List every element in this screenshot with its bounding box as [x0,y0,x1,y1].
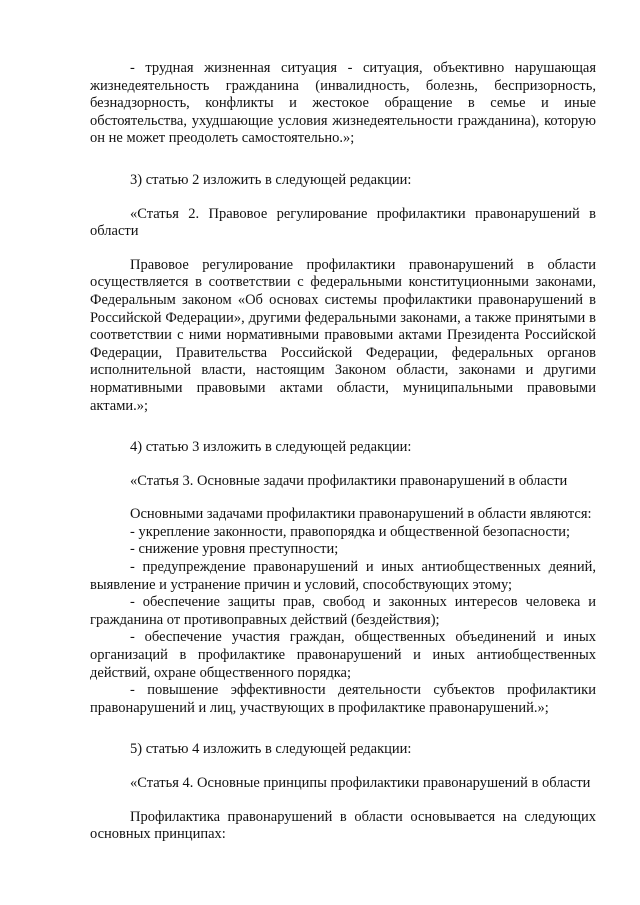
paragraph-article-3-heading: «Статья 3. Основные задачи профилактики правонарушений в области [130,472,568,489]
paragraph-amend-article-4: 5) статью 4 изложить в следующей редакции: [130,741,412,758]
paragraph-amend-article-3: 4) статью 3 изложить в следующей редакции: [130,439,412,456]
list-item-legality: - укрепление законности, правопорядка и общественной безопасности; [130,523,571,540]
paragraph-article-3-intro: Основными задачами профилактики правонарушений в области являются: [130,506,592,523]
list-item-efficiency: - повышение эффективности деятельности субъектов профилактики правонарушений и лиц, участвующих в профилактике правонарушений.»; [90,682,596,716]
paragraph-definition-hard-situation: - трудная жизненная ситуация - ситуация, объективно нарушающая жизнедеятельность гражданина (инвалидность, болезнь, беспризорность, безнадзорность, конфликты и жестокое обращение в семье и иные обстоятельства, ухудшающие условия жизнедеятельности гражданина), которую он не может преодолеть самостоятельно.»; [90,60,596,147]
document-body [90,60,596,844]
paragraph-article-4-heading: «Статья 4. Основные принципы профилактики правонарушений в области [130,775,591,791]
paragraph-amend-article-2: 3) статью 2 изложить в следующей редакции: [130,171,412,188]
list-item-rights-protection: - обеспечение защиты прав, свобод и законных интересов человека и гражданина от противоправных действий (бездействия); [90,594,596,628]
list-item-citizen-participation: - обеспечение участия граждан, общественных объединений и иных организаций в профилактике правонарушений и иных антиобщественных действий, охране общественного порядка; [90,629,596,681]
paragraph-article-4-intro: Профилактика правонарушений в области основывается на следующих основных принципах: [90,808,596,843]
list-item-prevention: - предупреждение правонарушений и иных антиобщественных деяний, выявление и устранение причин и условий, способствующих этому; [90,559,596,593]
paragraph-article-2-heading: «Статья 2. Правовое регулирование профилактики правонарушений в области [90,205,596,240]
list-item-crime-reduction: - снижение уровня преступности; [130,541,339,558]
paragraph-article-2-body: Правовое регулирование профилактики правонарушений в области осуществляется в соответствии с федеральными конституционными законами, Федеральным законом «Об основах системы профилактики правонарушений в Российской Федерации», другими федеральными законами, а также принятыми в соответствии с ними нормативными правовыми актами Президента Российской Федерации, Правительства Российской Федерации, федеральных органов исполнительной власти, настоящим Законом области, законами и другими нормативными правовыми актами области, муниципальными правовыми актами.»; [90,256,596,414]
